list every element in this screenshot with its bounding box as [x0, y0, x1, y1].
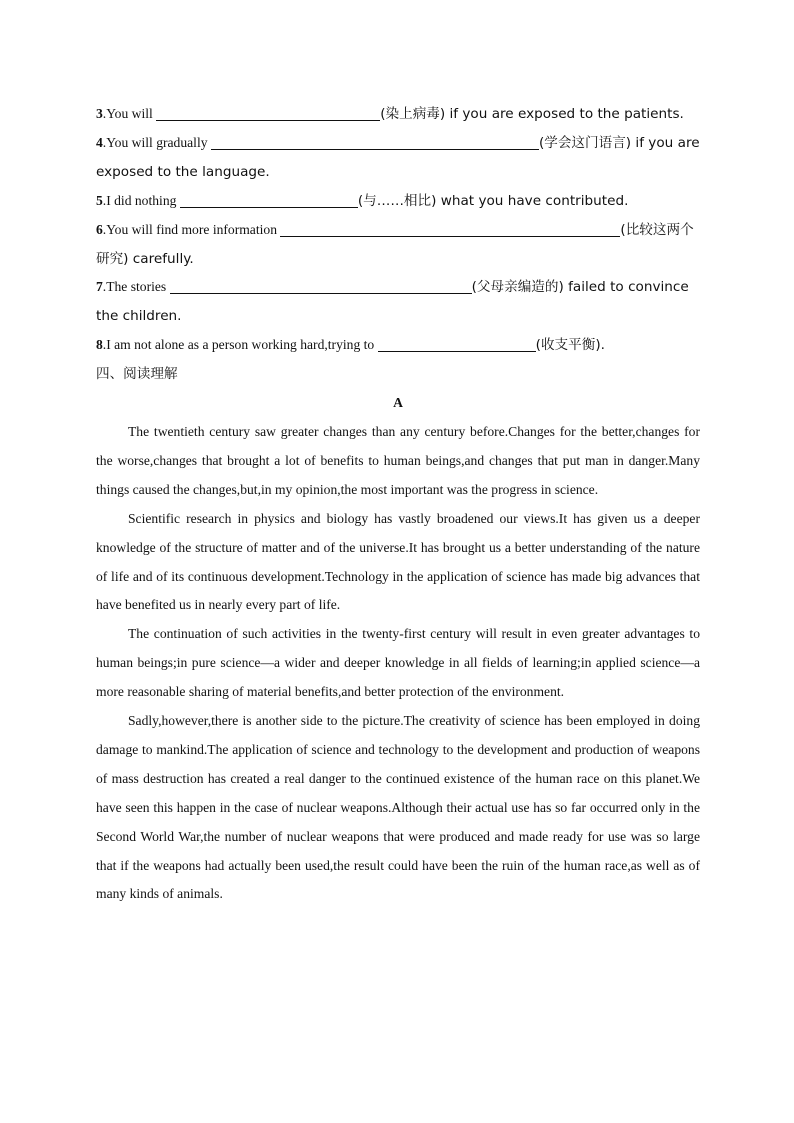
question-text: .You will	[102, 106, 157, 121]
question-6	[96, 216, 700, 274]
passage-paragraph: Scientific research in physics and biology has vastly broadened our views.It has given us a deeper knowledge of the structure of matter and of the universe.It has brought us a better understanding of the nature of life and of its continuous development.Technology in the application of science has made big advances that have benefited us in nearly every part of life.	[96, 510, 700, 613]
answer-blank[interactable]	[170, 278, 472, 294]
question-number: 6	[96, 221, 103, 237]
answer-blank[interactable]	[180, 192, 358, 208]
question-8	[96, 331, 700, 360]
question-text: .I did nothing	[102, 192, 180, 208]
question-7	[96, 273, 700, 331]
answer-blank[interactable]	[156, 105, 380, 121]
passage-paragraph: The twentieth century saw greater changes than any century before.Changes for the better,changes for the worse,changes that brought a lot of benefits to human beings,and changes that put man in danger.Many things caused the changes,but,in my opinion,the most important was the progress in science.	[96, 423, 700, 497]
answer-blank[interactable]	[378, 336, 536, 352]
passage-paragraph: The continuation of such activities in the twenty-first century will result in even greater advantages to human beings;in pure science—a wider and deeper knowledge in all fields of learning;in applied science—a more reasonable sharing of material benefits,and better protection of the environment.	[96, 626, 700, 700]
answer-blank[interactable]	[211, 134, 539, 150]
question-3	[96, 100, 700, 129]
question-text: .You will gradually	[102, 134, 211, 150]
question-number: 7	[96, 279, 103, 295]
question-text: (染上病毒) if you are exposed to the patients.	[380, 106, 684, 122]
section-heading: 四、阅读理解	[96, 366, 178, 383]
question-number: 3	[96, 106, 103, 121]
question-text: (学会这门语言) if you are exposed to the language.	[96, 134, 700, 180]
question-number: 4	[96, 134, 103, 150]
content-area	[96, 100, 700, 909]
question-text: (收支平衡).	[535, 337, 605, 354]
question-number: 8	[96, 337, 103, 353]
question-text: (父母亲编造的) failed to convince the children.	[96, 279, 689, 325]
question-5	[96, 187, 700, 216]
question-4	[96, 129, 700, 187]
question-number: 5	[96, 192, 103, 208]
question-text: .You will find more information	[102, 221, 281, 237]
passage-label: A	[393, 395, 403, 411]
question-text: (比较这两个研究) carefully.	[96, 221, 694, 267]
question-text: .The stories	[102, 279, 170, 295]
question-text: (与……相比) what you have contributed.	[357, 192, 629, 209]
question-text: .I am not alone as a person working hard,trying to	[102, 337, 378, 353]
passage-paragraph: Sadly,however,there is another side to the picture.The creativity of science has been employed in doing damage to mankind.The application of science and technology to the development and production of weapons of mass destruction has created a real danger to the continued existence of the human race on this planet.We have seen this happen in the case of nuclear weapons.Although their actual use has so far occurred only in the Second World War,the number of nuclear weapons that were produced and made ready for use was so large that if the weapons had actually been used,the result could have been the ruin of the human race,as well as of many kinds of animals.	[96, 713, 700, 902]
answer-blank[interactable]	[280, 221, 620, 237]
